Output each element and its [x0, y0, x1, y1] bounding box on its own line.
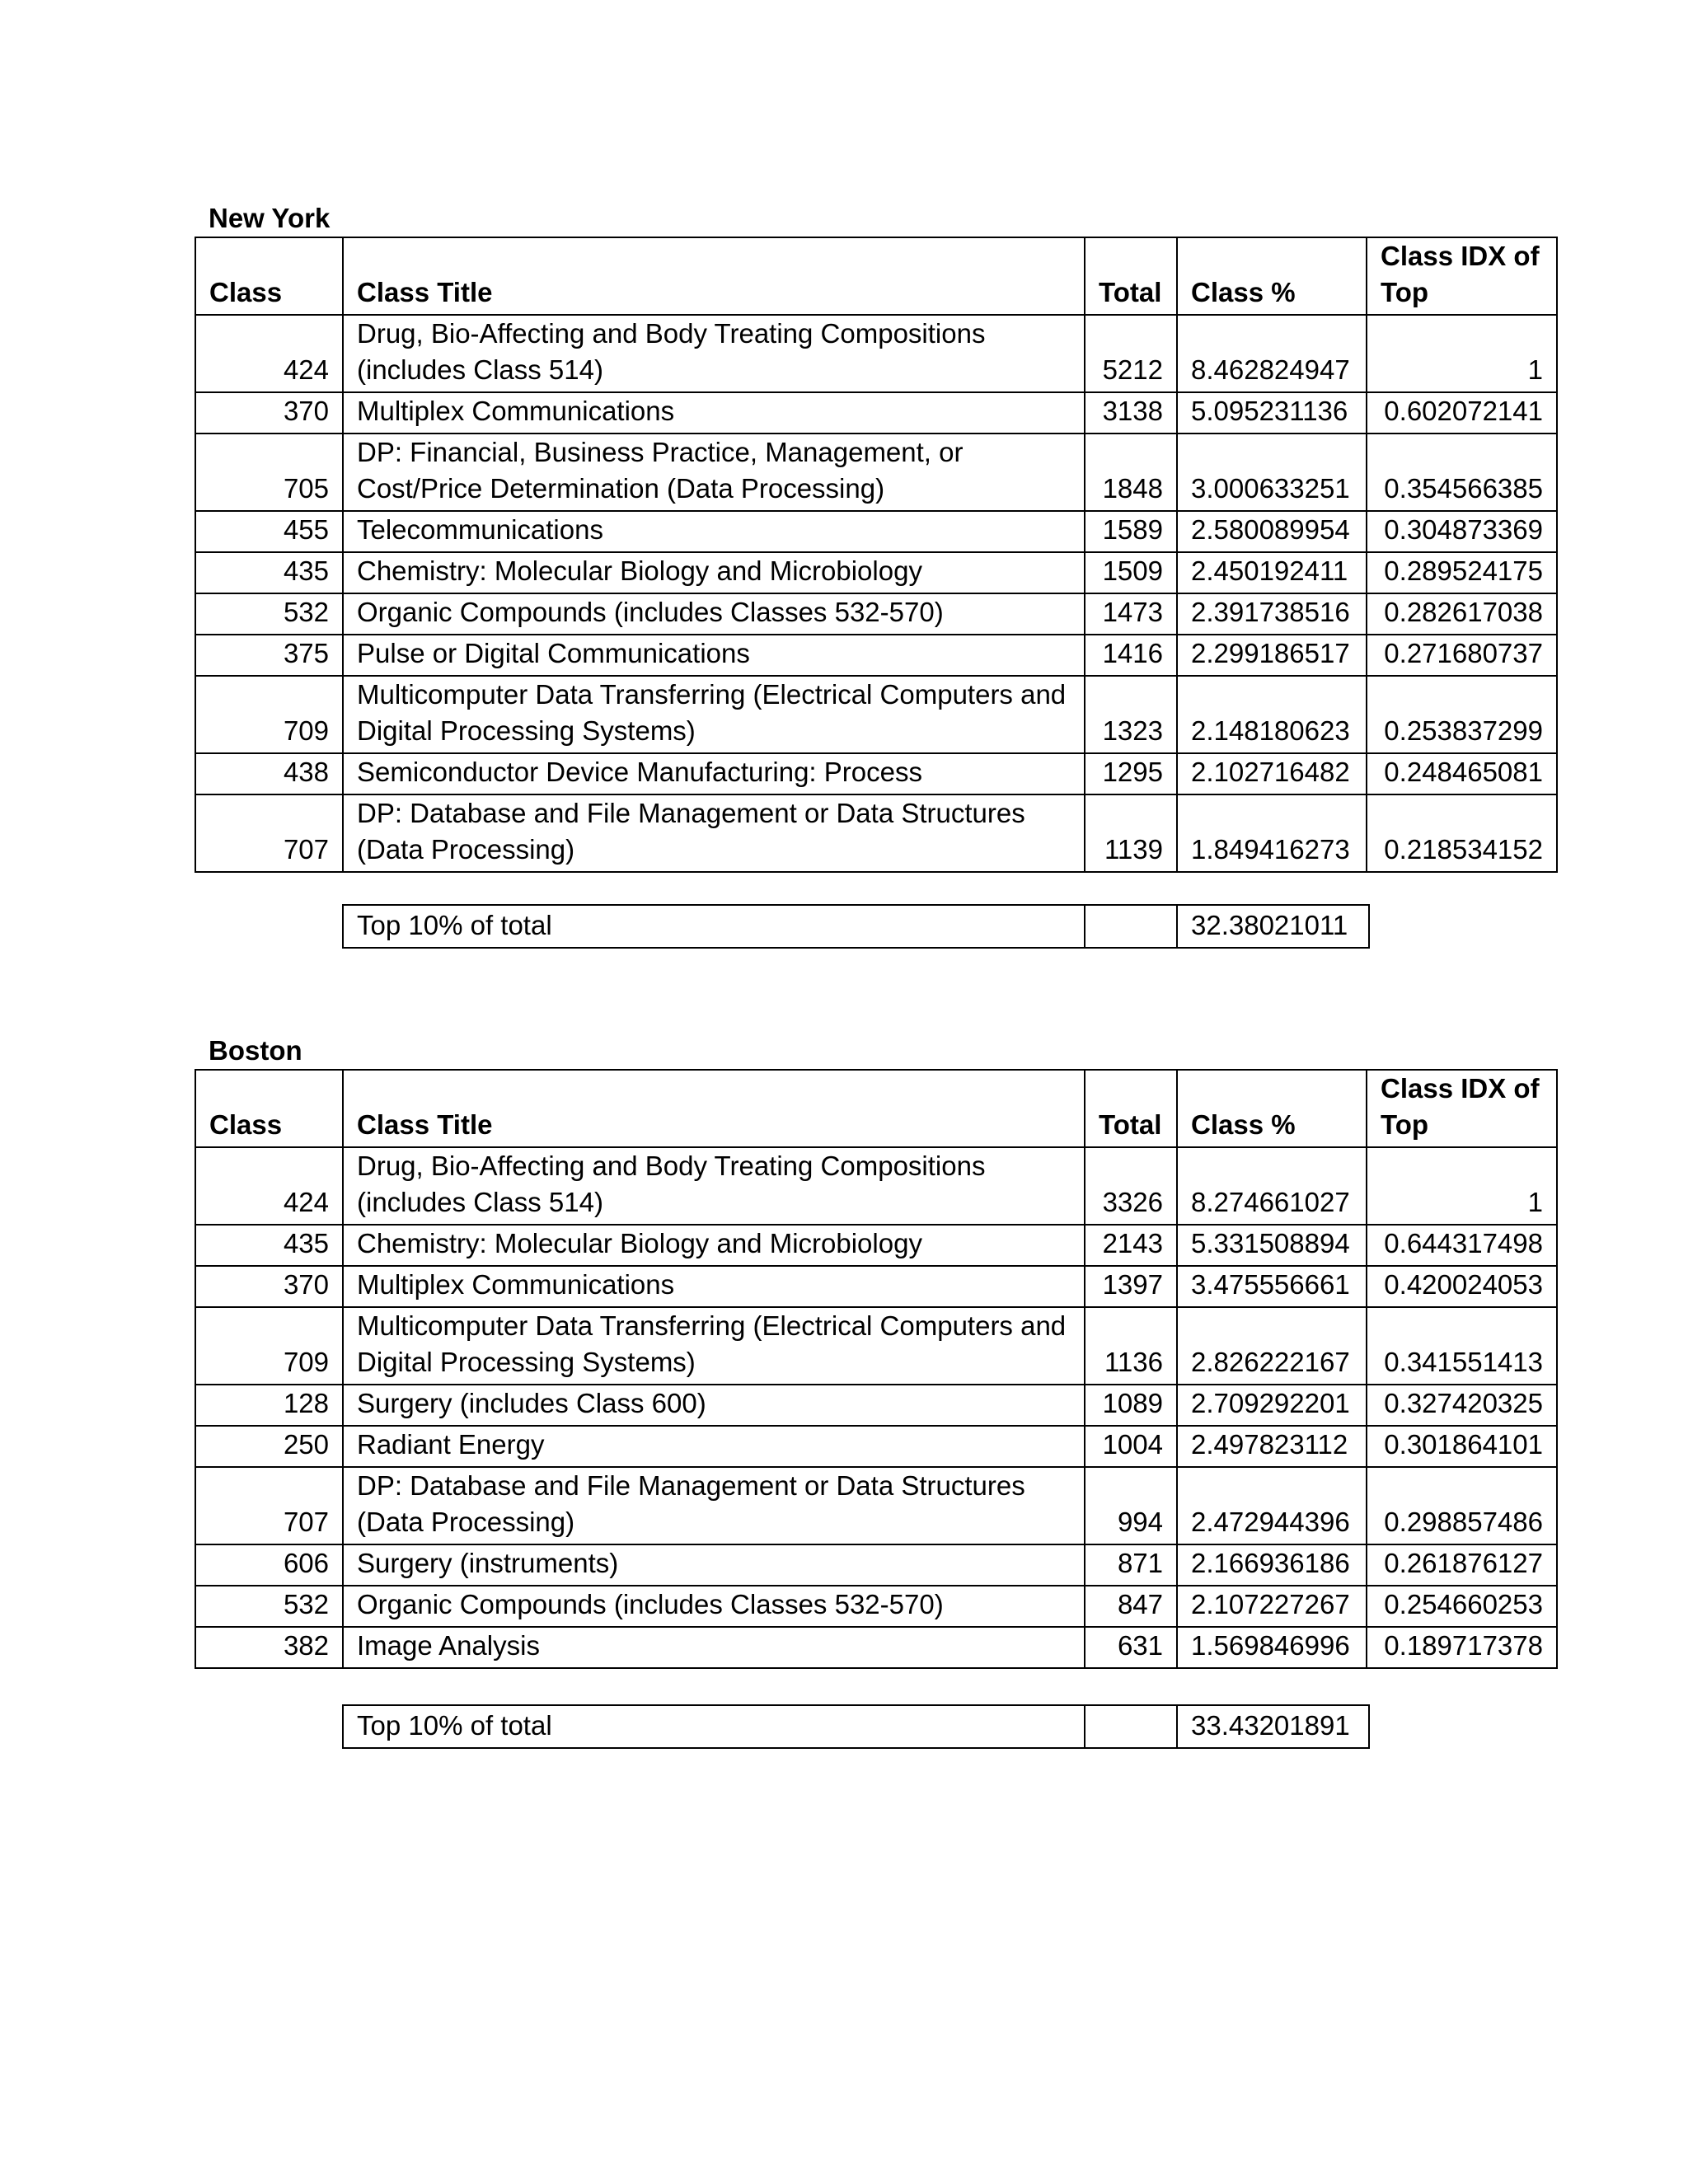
title-cell: Surgery (includes Class 600): [343, 1385, 1085, 1426]
class-pct-cell: 2.148180623: [1177, 676, 1367, 753]
summary-value: 32.38021011: [1177, 905, 1369, 948]
title-cell: Image Analysis: [343, 1627, 1085, 1668]
class-idx-cell: 1: [1367, 1147, 1557, 1225]
class-cell: 532: [195, 1586, 343, 1627]
total-cell: 1509: [1085, 552, 1177, 593]
class-idx-cell: 0.261876127: [1367, 1544, 1557, 1586]
table-row: [195, 1307, 1557, 1385]
class-cell: 424: [195, 315, 343, 392]
table-row: [195, 676, 1557, 753]
total-cell: 994: [1085, 1467, 1177, 1544]
title-cell: Multicomputer Data Transferring (Electrical Computers and Digital Processing Systems): [343, 676, 1085, 753]
summary-table-boston: [342, 1704, 1370, 1749]
class-idx-cell: 0.248465081: [1367, 753, 1557, 794]
class-cell: 455: [195, 511, 343, 552]
table-row: [195, 1467, 1557, 1544]
total-cell: 1139: [1085, 794, 1177, 872]
class-cell: 705: [195, 434, 343, 511]
class-cell: 424: [195, 1147, 343, 1225]
total-cell: 847: [1085, 1586, 1177, 1627]
class-pct-cell: 1.849416273: [1177, 794, 1367, 872]
class-idx-cell: 0.354566385: [1367, 434, 1557, 511]
class-cell: 128: [195, 1385, 343, 1426]
total-cell: 1295: [1085, 753, 1177, 794]
header-row: [195, 1070, 1557, 1147]
class-pct-cell: 2.826222167: [1177, 1307, 1367, 1385]
class-pct-cell: 2.497823112: [1177, 1426, 1367, 1467]
table-row: [195, 1426, 1557, 1467]
class-idx-cell: 0.301864101: [1367, 1426, 1557, 1467]
column-header: Total: [1085, 1070, 1177, 1147]
column-header: Class IDX of Top: [1367, 1070, 1557, 1147]
class-idx-cell: 0.254660253: [1367, 1586, 1557, 1627]
table-row: [195, 315, 1557, 392]
title-cell: Multiplex Communications: [343, 392, 1085, 434]
column-header: Class Title: [343, 237, 1085, 315]
total-cell: 1089: [1085, 1385, 1177, 1426]
summary-empty-cell: [1085, 905, 1177, 948]
column-header: Class: [195, 237, 343, 315]
class-cell: 709: [195, 1307, 343, 1385]
title-cell: DP: Database and File Management or Data Structures (Data Processing): [343, 794, 1085, 872]
title-cell: Pulse or Digital Communications: [343, 635, 1085, 676]
class-pct-cell: 2.709292201: [1177, 1385, 1367, 1426]
class-cell: 532: [195, 593, 343, 635]
title-cell: Semiconductor Device Manufacturing: Process: [343, 753, 1085, 794]
title-cell: DP: Financial, Business Practice, Management, or Cost/Price Determination (Data Processing): [343, 434, 1085, 511]
table-row: [195, 1586, 1557, 1627]
total-cell: 1473: [1085, 593, 1177, 635]
column-header: Class IDX of Top: [1367, 237, 1557, 315]
column-header: Class: [195, 1070, 343, 1147]
class-pct-cell: 5.331508894: [1177, 1225, 1367, 1266]
summary-label: Top 10% of total: [343, 905, 1085, 948]
summary-empty-cell: [1085, 1705, 1177, 1748]
title-cell: Drug, Bio-Affecting and Body Treating Compositions (includes Class 514): [343, 1147, 1085, 1225]
table-body: [195, 1070, 1557, 1668]
total-cell: 1397: [1085, 1266, 1177, 1307]
table-row: [195, 434, 1557, 511]
table-row: [195, 552, 1557, 593]
header-row: [195, 237, 1557, 315]
class-cell: 375: [195, 635, 343, 676]
class-idx-cell: 0.602072141: [1367, 392, 1557, 434]
column-header: Class Title: [343, 1070, 1085, 1147]
class-pct-cell: 2.450192411: [1177, 552, 1367, 593]
total-cell: 3138: [1085, 392, 1177, 434]
title-cell: Organic Compounds (includes Classes 532-570): [343, 593, 1085, 635]
class-pct-cell: 2.391738516: [1177, 593, 1367, 635]
class-cell: 435: [195, 552, 343, 593]
class-pct-cell: 3.475556661: [1177, 1266, 1367, 1307]
class-idx-cell: 0.298857486: [1367, 1467, 1557, 1544]
title-cell: DP: Database and File Management or Data Structures (Data Processing): [343, 1467, 1085, 1544]
class-pct-cell: 3.000633251: [1177, 434, 1367, 511]
class-pct-cell: 2.472944396: [1177, 1467, 1367, 1544]
total-cell: 3326: [1085, 1147, 1177, 1225]
title-cell: Surgery (instruments): [343, 1544, 1085, 1586]
column-header: Class %: [1177, 237, 1367, 315]
class-table-new-york: [195, 237, 1558, 873]
title-cell: Multicomputer Data Transferring (Electrical Computers and Digital Processing Systems): [343, 1307, 1085, 1385]
class-idx-cell: 0.289524175: [1367, 552, 1557, 593]
class-pct-cell: 2.299186517: [1177, 635, 1367, 676]
table-row: [195, 1147, 1557, 1225]
table-row: [195, 511, 1557, 552]
table-row: [195, 1266, 1557, 1307]
section-title-boston: Boston: [209, 1035, 302, 1066]
total-cell: 1416: [1085, 635, 1177, 676]
total-cell: 871: [1085, 1544, 1177, 1586]
class-pct-cell: 8.274661027: [1177, 1147, 1367, 1225]
total-cell: 1848: [1085, 434, 1177, 511]
class-cell: 370: [195, 392, 343, 434]
class-idx-cell: 1: [1367, 315, 1557, 392]
total-cell: 2143: [1085, 1225, 1177, 1266]
title-cell: Chemistry: Molecular Biology and Microbiology: [343, 552, 1085, 593]
title-cell: Organic Compounds (includes Classes 532-570): [343, 1586, 1085, 1627]
class-idx-cell: 0.327420325: [1367, 1385, 1557, 1426]
class-idx-cell: 0.189717378: [1367, 1627, 1557, 1668]
column-header: Total: [1085, 237, 1177, 315]
table-row: [195, 635, 1557, 676]
class-idx-cell: 0.304873369: [1367, 511, 1557, 552]
column-header: Class %: [1177, 1070, 1367, 1147]
title-cell: Drug, Bio-Affecting and Body Treating Compositions (includes Class 514): [343, 315, 1085, 392]
total-cell: 631: [1085, 1627, 1177, 1668]
class-cell: 382: [195, 1627, 343, 1668]
title-cell: Radiant Energy: [343, 1426, 1085, 1467]
class-pct-cell: 2.166936186: [1177, 1544, 1367, 1586]
class-idx-cell: 0.282617038: [1367, 593, 1557, 635]
total-cell: 5212: [1085, 315, 1177, 392]
class-pct-cell: 1.569846996: [1177, 1627, 1367, 1668]
table-row: [195, 1544, 1557, 1586]
class-cell: 709: [195, 676, 343, 753]
summary-row: [343, 1705, 1369, 1748]
class-cell: 707: [195, 794, 343, 872]
class-idx-cell: 0.271680737: [1367, 635, 1557, 676]
table-row: [195, 392, 1557, 434]
class-cell: 606: [195, 1544, 343, 1586]
section-title-new-york: New York: [209, 203, 331, 233]
table-body: [195, 237, 1557, 872]
total-cell: 1589: [1085, 511, 1177, 552]
class-idx-cell: 0.218534152: [1367, 794, 1557, 872]
class-cell: 435: [195, 1225, 343, 1266]
class-idx-cell: 0.420024053: [1367, 1266, 1557, 1307]
title-cell: Telecommunications: [343, 511, 1085, 552]
table-row: [195, 593, 1557, 635]
table-row: [195, 1225, 1557, 1266]
class-pct-cell: 5.095231136: [1177, 392, 1367, 434]
class-cell: 250: [195, 1426, 343, 1467]
summary-value: 33.43201891: [1177, 1705, 1369, 1748]
class-cell: 707: [195, 1467, 343, 1544]
table-row: [195, 753, 1557, 794]
class-pct-cell: 2.580089954: [1177, 511, 1367, 552]
class-pct-cell: 2.102716482: [1177, 753, 1367, 794]
total-cell: 1323: [1085, 676, 1177, 753]
class-idx-cell: 0.253837299: [1367, 676, 1557, 753]
class-pct-cell: 8.462824947: [1177, 315, 1367, 392]
title-cell: Multiplex Communications: [343, 1266, 1085, 1307]
class-cell: 370: [195, 1266, 343, 1307]
summary-table-new-york: [342, 904, 1370, 949]
table-row: [195, 1627, 1557, 1668]
table-row: [195, 794, 1557, 872]
class-cell: 438: [195, 753, 343, 794]
class-pct-cell: 2.107227267: [1177, 1586, 1367, 1627]
total-cell: 1136: [1085, 1307, 1177, 1385]
table-row: [195, 1385, 1557, 1426]
class-table-boston: [195, 1069, 1558, 1669]
title-cell: Chemistry: Molecular Biology and Microbiology: [343, 1225, 1085, 1266]
class-idx-cell: 0.341551413: [1367, 1307, 1557, 1385]
summary-label: Top 10% of total: [343, 1705, 1085, 1748]
total-cell: 1004: [1085, 1426, 1177, 1467]
summary-row: [343, 905, 1369, 948]
class-idx-cell: 0.644317498: [1367, 1225, 1557, 1266]
